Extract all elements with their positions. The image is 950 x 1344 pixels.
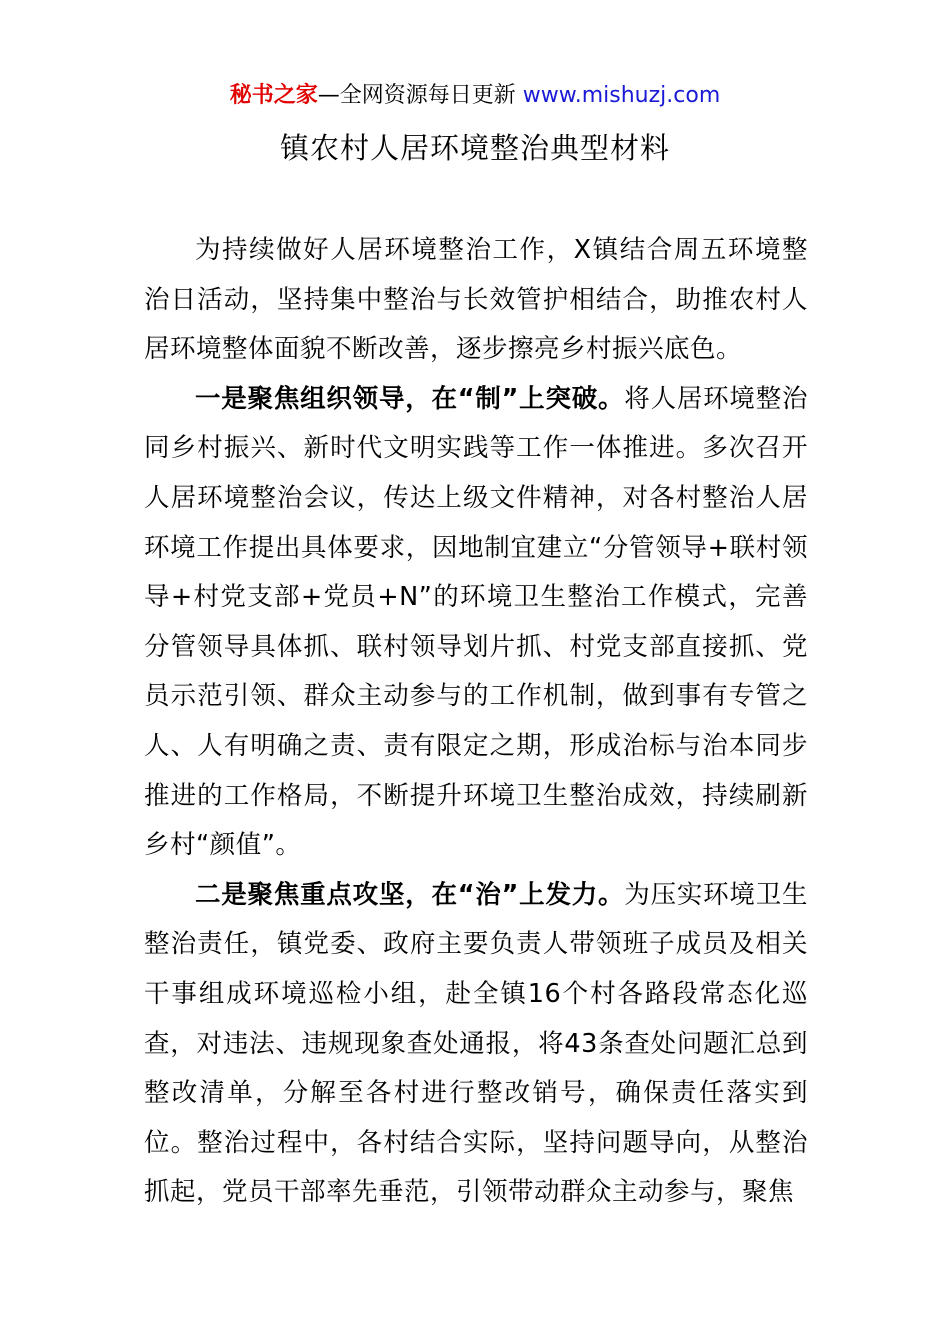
paragraph-lead: 一是聚焦组织领导，在“制”上突破。	[195, 383, 625, 414]
site-brand: 秘书之家	[229, 83, 318, 108]
document-body	[144, 226, 808, 1218]
paragraph-intro	[144, 226, 808, 375]
paragraph-organization	[144, 375, 808, 871]
site-header	[0, 78, 950, 114]
document-title: 镇农村人居环境整治典型材料	[279, 131, 670, 165]
site-url-link[interactable]: www.mishuzj.com	[522, 83, 721, 108]
paragraph-text: 为压实环境卫生整治责任，镇党委、政府主要负责人带领班子成员及相关干事组成环境巡检小组，赴全镇16个村各路段常态化巡查，对违法、违规现象查处通报，将43条查处问题汇总到整改清单，分解至各村进行整改销号，确保责任落实到位。整治过程中，各村结合实际，坚持问题导向，从整治抓起，党员干部率先垂范，引领带动群众主动参与，聚焦	[144, 879, 808, 1208]
paragraph-rectification	[144, 871, 808, 1218]
paragraph-text: 将人居环境整治同乡村振兴、新时代文明实践等工作一体推进。多次召开人居环境整治会议，传达上级文件精神，对各村整治人居环境工作提出具体要求，因地制宜建立“分管领导+联村领导+村党支部+党员+N”的环境卫生整治工作模式，完善分管领导具体抓、联村领导划片抓、村党支部直接抓、党员示范引领、群众主动参与的工作机制，做到事有专管之人、人有明确之责、责有限定之期，形成治标与治本同步推进的工作格局，不断提升环境卫生整治成效，持续刷新乡村“颜值”。	[144, 383, 808, 861]
site-slogan: —全网资源每日更新	[317, 83, 523, 108]
paragraph-lead: 二是聚焦重点攻坚，在“治”上发力。	[195, 879, 625, 910]
paragraph-text: 为持续做好人居环境整治工作，X镇结合周五环境整治日活动，坚持集中整治与长效管护相结合，助推农村人居环境整体面貌不断改善，逐步擦亮乡村振兴底色。	[144, 235, 808, 365]
